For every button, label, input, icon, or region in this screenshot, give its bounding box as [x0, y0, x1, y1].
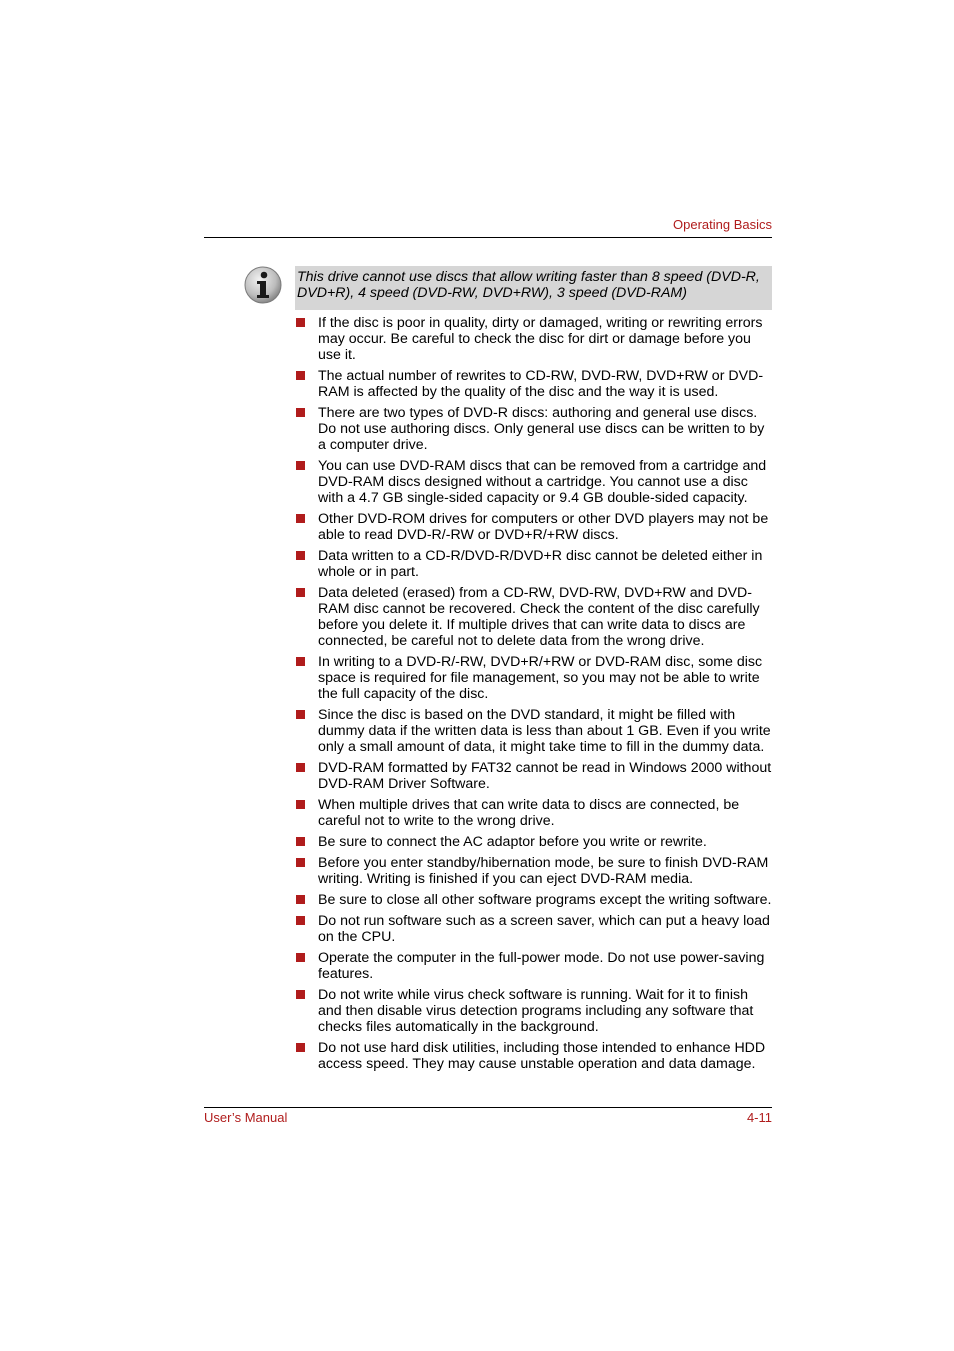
list-item-text: DVD-RAM formatted by FAT32 cannot be read in Windows 2000 without DVD-RAM Driver Software.: [318, 760, 772, 792]
list-item-text: There are two types of DVD-R discs: authoring and general use discs. Do not use authoring discs. Only general use discs can be written to by a computer drive.: [318, 405, 765, 453]
list-item-text: Be sure to connect the AC adaptor before you write or rewrite.: [318, 834, 707, 850]
bullet-square-icon: [296, 895, 305, 904]
bullet-square-icon: [296, 916, 305, 925]
list-item: [295, 950, 773, 982]
note-box: [295, 266, 772, 310]
list-item: [295, 892, 773, 908]
bullet-square-icon: [296, 990, 305, 999]
list-item: [295, 797, 773, 829]
list-item: [295, 1040, 773, 1072]
bullet-square-icon: [296, 763, 305, 772]
list-item: [295, 654, 773, 702]
bullet-square-icon: [296, 657, 305, 666]
list-item-text: Before you enter standby/hibernation mode, be sure to finish DVD-RAM writing. Writing is finished if you can eject DVD-RAM media.: [318, 855, 769, 887]
list-item: [295, 548, 773, 580]
bullet-square-icon: [296, 710, 305, 719]
bullet-square-icon: [296, 371, 305, 380]
bullet-square-icon: [296, 318, 305, 327]
list-item: [295, 511, 773, 543]
list-item: [295, 405, 773, 453]
list-item: [295, 855, 773, 887]
list-item-text: The actual number of rewrites to CD-RW, DVD-RW, DVD+RW or DVD-RAM is affected by the quality of the disc and the way it is used.: [318, 368, 764, 400]
list-item: [295, 458, 773, 506]
bullet-square-icon: [296, 837, 305, 846]
list-item: [295, 368, 773, 400]
footer-manual-title: User’s Manual: [204, 1110, 288, 1125]
bullet-square-icon: [296, 800, 305, 809]
list-item-text: When multiple drives that can write data to discs are connected, be careful not to write to the wrong drive.: [318, 797, 740, 829]
list-item-text: If the disc is poor in quality, dirty or damaged, writing or rewriting errors may occur. Be careful to check the disc for dirt or damage before you use it.: [318, 315, 763, 363]
bullet-square-icon: [296, 1043, 305, 1052]
bullet-square-icon: [296, 588, 305, 597]
list-item: [295, 315, 773, 363]
list-item: [295, 585, 773, 649]
bullet-square-icon: [296, 953, 305, 962]
list-item-text: You can use DVD-RAM discs that can be removed from a cartridge and DVD-RAM discs designed without a cartridge. You cannot use a disc with a 4.7 GB single-sided capacity or 9.4 GB double-sided capacity.: [318, 458, 767, 506]
list-item-text: In writing to a DVD-R/-RW, DVD+R/+RW or DVD-RAM disc, some disc space is required for file management, so you may not be able to write the full capacity of the disc.: [318, 654, 763, 702]
list-item-text: Do not use hard disk utilities, including those intended to enhance HDD access speed. They may cause unstable operation and data damage.: [318, 1040, 766, 1072]
section-title: Operating Basics: [673, 217, 772, 232]
list-item-text: Do not write while virus check software is running. Wait for it to finish and then disable virus detection programs including any software that checks files automatically in the background.: [318, 987, 754, 1035]
list-item: [295, 834, 773, 850]
precautions-list: [295, 315, 773, 1077]
bullet-square-icon: [296, 408, 305, 417]
list-item-text: Be sure to close all other software programs except the writing software.: [318, 892, 772, 908]
list-item-text: Operate the computer in the full-power mode. Do not use power-saving features.: [318, 950, 765, 982]
bullet-square-icon: [296, 551, 305, 560]
page-number: 4-11: [746, 1110, 772, 1125]
list-item: [295, 987, 773, 1035]
list-item-text: Other DVD-ROM drives for computers or other DVD players may not be able to read DVD-R/-RW or DVD+R/+RW discs.: [318, 511, 769, 543]
note-text: This drive cannot use discs that allow writing faster than 8 speed (DVD-R, DVD+R), 4 speed (DVD-RW, DVD+RW), 3 speed (DVD-RAM): [297, 269, 760, 301]
list-item-text: Since the disc is based on the DVD standard, it might be filled with dummy data if the written data is less than about 1 GB. Even if you write only a small amount of data, it might take time to fill in the dummy data.: [318, 707, 771, 755]
list-item-text: Data written to a CD-R/DVD-R/DVD+R disc cannot be deleted either in whole or in part.: [318, 548, 763, 580]
bullet-square-icon: [296, 514, 305, 523]
footer-rule: [204, 1107, 772, 1108]
list-item-text: Do not run software such as a screen saver, which can put a heavy load on the CPU.: [318, 913, 770, 945]
list-item-text: Data deleted (erased) from a CD-RW, DVD-RW, DVD+RW and DVD-RAM disc cannot be recovered. Check the content of the disc carefully before you delete it. If multiple drives that can write data to discs are connected, be careful not to delete data from the wrong drive.: [318, 585, 760, 649]
bullet-square-icon: [296, 461, 305, 470]
header-rule: [204, 237, 772, 238]
list-item: [295, 760, 773, 792]
list-item: [295, 707, 773, 755]
list-item: [295, 913, 773, 945]
info-icon: [244, 266, 282, 304]
bullet-square-icon: [296, 858, 305, 867]
